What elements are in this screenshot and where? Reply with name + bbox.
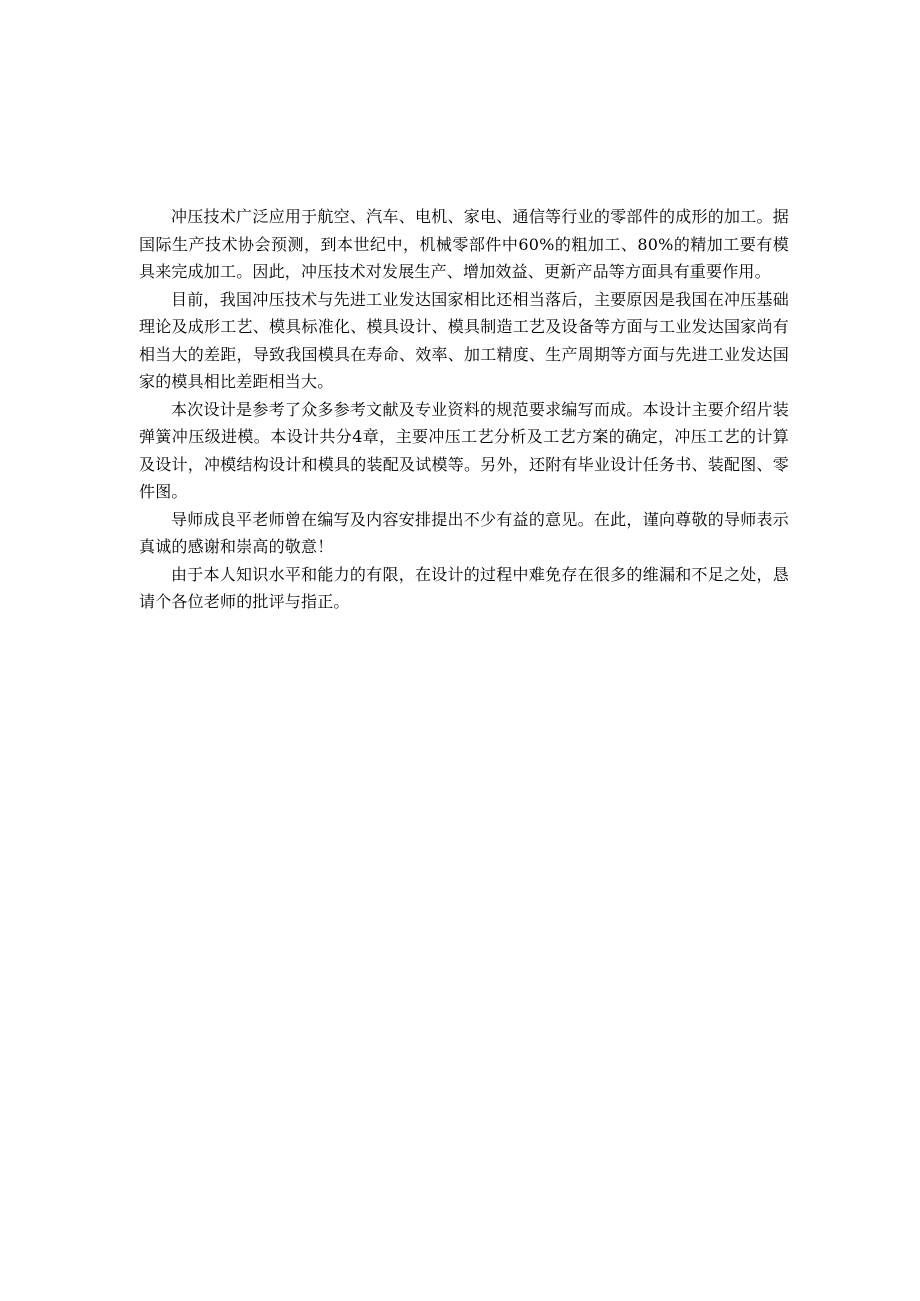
paragraph-current-status: 目前，我国冲压技术与先进工业发达国家相比还相当落后，主要原因是我国在冲压基础理论及成形工艺、模具标准化、模具设计、模具制造工艺及设备等方面与工业发达国家尚有相当大的差距，导致我国模具在寿命、效率、加工精度、生产周期等方面与先进工业发达国家的模具相比差距相当大。	[139, 289, 789, 391]
paragraph-application: 冲压技术广泛应用于航空、汽车、电机、家电、通信等行业的零部件的成形的加工。据国际生产技术协会预测，到本世纪中，机械零部件中60%的粗加工、80%的精加工要有模具来完成加工。因此，冲压技术对发展生产、增加效益、更新产品等方面具有重要作用。	[139, 207, 789, 281]
document-body	[139, 203, 789, 616]
paragraph-acknowledgement: 导师成良平老师曾在编写及内容安排提出不少有益的意见。在此，谨向尊敬的导师表示真诚的感谢和崇高的敬意！	[139, 509, 789, 556]
paragraph-closing-note: 由于本人知识水平和能力的有限，在设计的过程中难免存在很多的维漏和不足之处，恳请个各位老师的批评与指正。	[139, 564, 789, 611]
paragraph-design-overview: 本次设计是参考了众多参考文献及专业资料的规范要求编写而成。本设计主要介绍片装弹簧冲压级进模。本设计共分4章，主要冲压工艺分析及工艺方案的确定，冲压工艺的计算及设计，冲模结构设计和模具的装配及试模等。另外，还附有毕业设计任务书、装配图、零件图。	[139, 399, 789, 501]
